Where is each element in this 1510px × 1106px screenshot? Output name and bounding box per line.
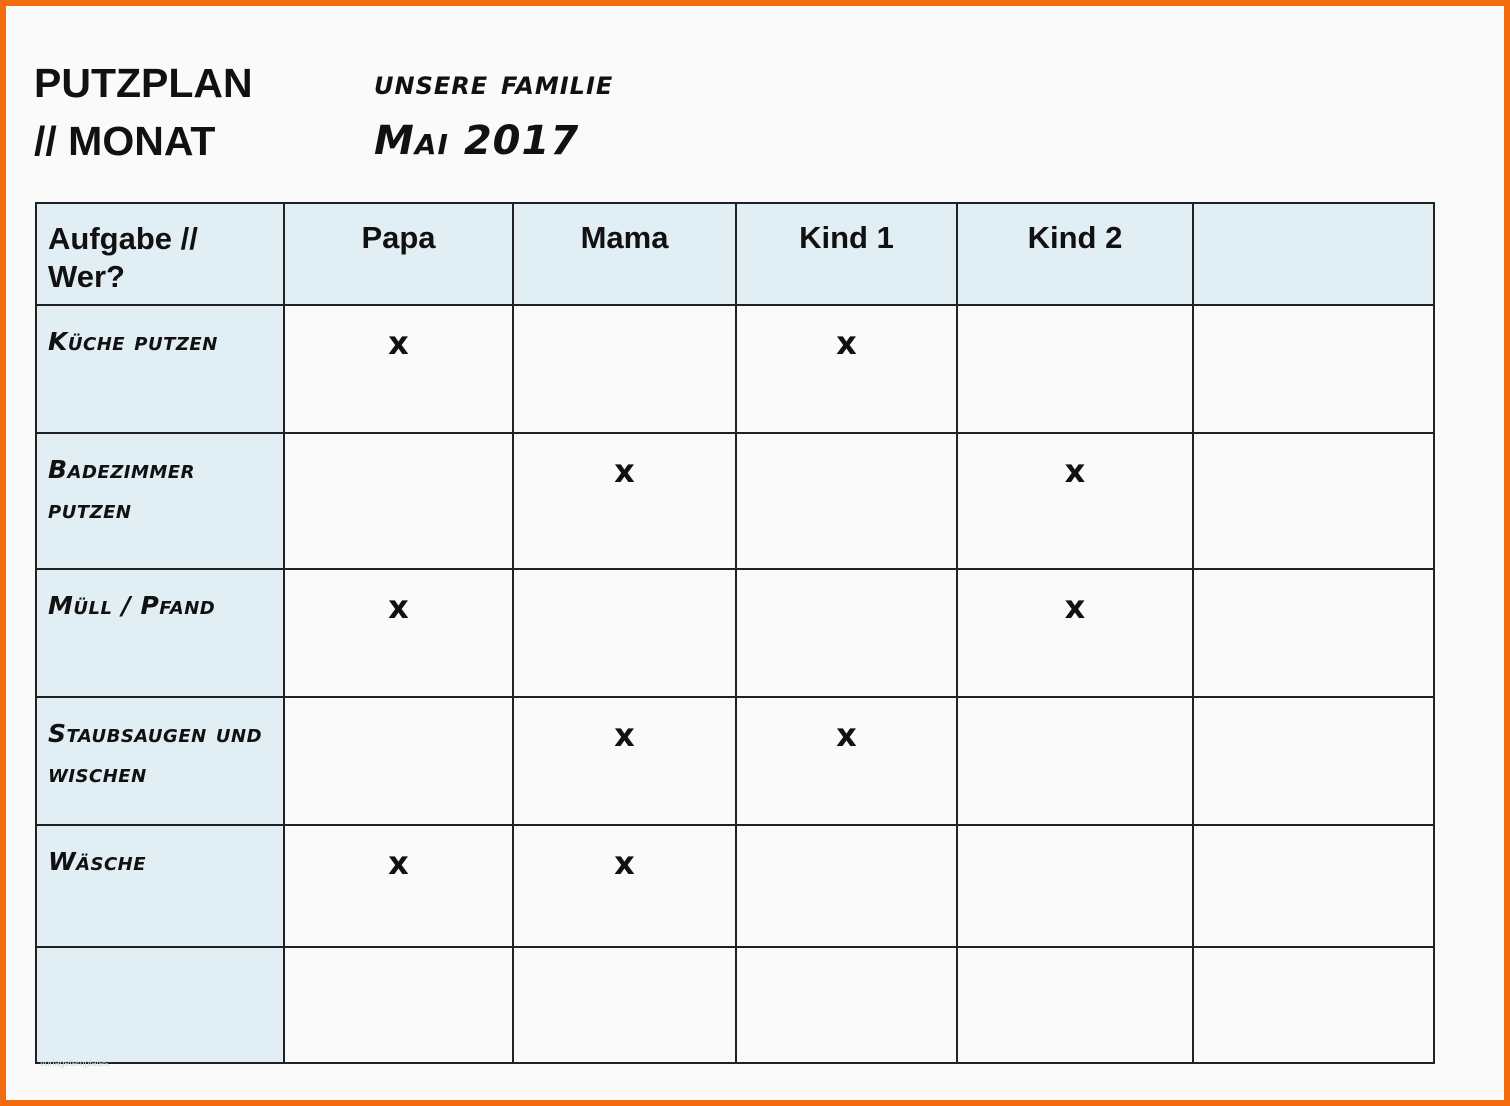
task-label: Küche putzen xyxy=(36,305,284,433)
table-cell xyxy=(736,569,957,697)
table-cell xyxy=(513,569,736,697)
column-header-task: Aufgabe // Wer? xyxy=(36,203,284,305)
table-cell xyxy=(957,947,1193,1063)
table-cell xyxy=(513,947,736,1063)
table-cell: x xyxy=(736,697,957,825)
table-cell xyxy=(957,305,1193,433)
document-page xyxy=(6,6,1504,1100)
handwritten-header xyxy=(374,54,613,170)
table-cell xyxy=(284,433,513,569)
column-header-empty xyxy=(1193,203,1434,305)
month-label: Mai 2017 xyxy=(374,118,580,164)
task-label xyxy=(36,947,284,1063)
task-label: Müll / Pfand xyxy=(36,569,284,697)
table-row xyxy=(36,569,1434,697)
family-name: unsere familie xyxy=(374,63,614,103)
table-cell: x xyxy=(513,433,736,569)
header-row xyxy=(36,203,1434,305)
table-row xyxy=(36,433,1434,569)
table-row xyxy=(36,825,1434,947)
column-header-mama: Mama xyxy=(513,203,736,305)
table-cell xyxy=(736,947,957,1063)
table-cell: x xyxy=(284,825,513,947)
table-cell xyxy=(284,947,513,1063)
task-label: Wäsche xyxy=(36,825,284,947)
watermark: vorlagetemplates xyxy=(40,1058,109,1068)
table-row xyxy=(36,305,1434,433)
table-cell xyxy=(1193,433,1434,569)
table-cell xyxy=(957,825,1193,947)
title-line-2: // MONAT xyxy=(34,118,216,164)
table-row xyxy=(36,947,1434,1063)
title-line-1: PUTZPLAN xyxy=(34,60,253,106)
table-cell: x xyxy=(284,569,513,697)
page-title xyxy=(34,54,253,170)
table-cell xyxy=(736,825,957,947)
table-cell xyxy=(1193,697,1434,825)
table-cell: x xyxy=(736,305,957,433)
table-cell xyxy=(284,697,513,825)
table-cell: x xyxy=(513,697,736,825)
column-header-kind-1: Kind 1 xyxy=(736,203,957,305)
column-header-kind-2: Kind 2 xyxy=(957,203,1193,305)
column-header-papa: Papa xyxy=(284,203,513,305)
table-cell xyxy=(513,305,736,433)
table-cell: x xyxy=(957,569,1193,697)
task-label: Staubsaugen und wischen xyxy=(36,697,284,825)
table-cell: x xyxy=(513,825,736,947)
table-cell xyxy=(957,697,1193,825)
table-cell: x xyxy=(284,305,513,433)
table-cell xyxy=(736,433,957,569)
cleaning-schedule-table xyxy=(35,202,1435,1064)
table-cell xyxy=(1193,305,1434,433)
table-cell xyxy=(1193,825,1434,947)
task-label: Badezimmer putzen xyxy=(36,433,284,569)
table-cell xyxy=(1193,569,1434,697)
table-row xyxy=(36,697,1434,825)
table-cell xyxy=(1193,947,1434,1063)
table-cell: x xyxy=(957,433,1193,569)
